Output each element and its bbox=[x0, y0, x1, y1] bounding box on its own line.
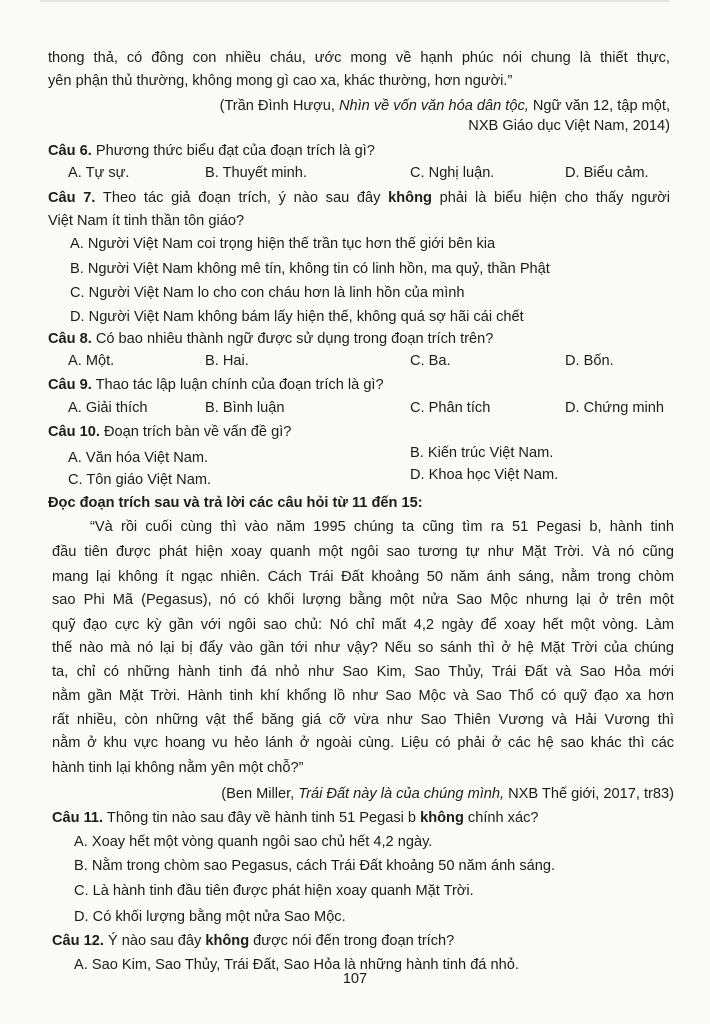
question-text: Theo tác giả đoạn trích, ý nào sau đây bbox=[95, 190, 389, 206]
option-a: A. Một. bbox=[68, 353, 115, 369]
option-b: B. Nằm trong chòm sao Pegasus, cách Trái Đất khoảng 50 năm ánh sáng. bbox=[74, 858, 556, 874]
option-d: D. Chứng minh bbox=[565, 400, 664, 416]
option-a: A. Văn hóa Việt Nam. bbox=[68, 450, 209, 466]
question-text: Thông tin nào sau đây về hành tinh 51 Pegasi b bbox=[103, 810, 421, 826]
question-12 bbox=[52, 930, 674, 952]
option-c: C. Phân tích bbox=[410, 400, 491, 416]
question-text: Ý nào sau đây bbox=[103, 933, 206, 949]
option-a: A. Tự sự. bbox=[68, 165, 130, 181]
passage-line: quỹ đạo cực kỳ gần với ngôi sao chủ: Nó chỉ mất 4,2 ngày để xoay hết một vòng. Làm bbox=[52, 617, 674, 633]
passage-line: thế nào mà nó lại bị đẩy vào gần tới như vậy? Nếu so sánh thì ở hệ Mặt Trời của chúng bbox=[52, 640, 674, 656]
option-d: D. Biểu cảm. bbox=[565, 165, 649, 181]
question-7 bbox=[48, 187, 670, 209]
question-label: Câu 8. bbox=[48, 331, 92, 347]
option-a: A. Giải thích bbox=[68, 400, 148, 416]
question-label: Câu 6. bbox=[48, 143, 92, 159]
question-text: Đoạn trích bàn về vấn đề gì? bbox=[99, 424, 292, 440]
citation bbox=[48, 95, 670, 117]
question-10-options-row1 bbox=[48, 445, 670, 467]
option-b: B. Thuyết minh. bbox=[205, 165, 307, 181]
passage-line: ta, chỉ có những hành tinh đá nhỏ như Sao Kim, Sao Thủy, Trái Đất và Sao Hỏa mới bbox=[52, 664, 674, 680]
question-6 bbox=[48, 140, 670, 162]
question-label: Câu 11. bbox=[52, 810, 104, 826]
citation-text: (Ben Miller, bbox=[221, 786, 299, 802]
option-c: C. Ba. bbox=[410, 353, 451, 369]
option-c: C. Tôn giáo Việt Nam. bbox=[68, 472, 212, 488]
option-b: B. Bình luận bbox=[205, 400, 285, 416]
citation-line2: NXB Giáo dục Việt Nam, 2014) bbox=[468, 118, 670, 134]
citation-title: Nhìn về vốn văn hóa dân tộc, bbox=[338, 98, 529, 114]
page-number: 107 bbox=[342, 971, 368, 987]
question-text: chính xác? bbox=[463, 810, 539, 826]
question-text: phải là biểu hiện cho thấy người bbox=[431, 190, 670, 206]
question-text: Có bao nhiêu thành ngữ được sử dụng trong đoạn trích trên? bbox=[91, 331, 494, 347]
passage-line: rất nhiều, còn những vật thể băng giá cỡ vừa như Sao Thiên Vương và Hải Vương thì bbox=[52, 712, 674, 728]
passage-line: sao Phi Mã (Pegasus), nó có khối lượng bằng một nửa Sao Mộc nhưng lại ở trên một bbox=[52, 592, 674, 608]
passage-line: yên phận thủ thường, không mong gì cao xa, khác thường, hơn người.” bbox=[48, 73, 513, 89]
question-text: được nói đến trong đoạn trích? bbox=[249, 933, 455, 949]
question-10-options-row2 bbox=[48, 467, 670, 489]
emphasis: không bbox=[205, 933, 250, 949]
section-instruction: Đọc đoạn trích sau và trả lời các câu hỏi từ 11 đến 15: bbox=[48, 495, 423, 511]
option-c: C. Là hành tinh đầu tiên được phát hiện xoay quanh Mặt Trời. bbox=[74, 883, 474, 899]
passage-line: nằm gần Mặt Trời. Hành tinh khí khổng lồ như Sao Mộc và Sao Thổ có quỹ đạo xa hơn bbox=[52, 688, 674, 704]
question-label: Câu 12. bbox=[52, 933, 104, 949]
option-b: B. Hai. bbox=[205, 353, 249, 369]
option-d: D. Người Việt Nam không bám lấy hiện thế, không quá sợ hãi cái chết bbox=[70, 309, 524, 325]
question-text: Việt Nam ít tinh thần tôn giáo? bbox=[48, 213, 245, 229]
question-11 bbox=[52, 807, 674, 829]
citation-text: NXB Thế giới, 2017, tr83) bbox=[504, 786, 674, 802]
page-top-edge bbox=[40, 0, 670, 2]
question-text: Thao tác lập luận chính của đoạn trích là gì? bbox=[91, 377, 384, 393]
question-8-options bbox=[48, 350, 670, 372]
question-9-options bbox=[48, 397, 670, 419]
passage-line: hành tinh lại không nằm yên một chỗ?” bbox=[52, 760, 304, 776]
option-b: B. Người Việt Nam không mê tín, không tin có linh hồn, ma quỷ, thần Phật bbox=[70, 261, 550, 277]
citation-title: Trái Đất này là của chúng mình, bbox=[298, 786, 505, 802]
question-9 bbox=[48, 374, 670, 396]
question-6-options bbox=[48, 162, 670, 184]
passage-line: mang lại không ít ngạc nhiên. Cách Trái Đất khoảng 50 năm ánh sáng, nằm trong chòm bbox=[52, 569, 674, 585]
option-a: A. Người Việt Nam coi trọng hiện thế trần tục hơn thế giới bên kia bbox=[70, 236, 496, 252]
passage-line: đầu tiên được phát hiện xoay quanh một ngôi sao tương tự như Mặt Trời. Và nó cũng bbox=[52, 544, 674, 560]
option-c: C. Nghị luận. bbox=[410, 165, 495, 181]
citation bbox=[52, 783, 674, 805]
question-8 bbox=[48, 328, 670, 350]
emphasis: không bbox=[388, 190, 432, 206]
option-a: A. Sao Kim, Sao Thủy, Trái Đất, Sao Hỏa là những hành tinh đá nhỏ. bbox=[74, 957, 519, 973]
question-10 bbox=[48, 421, 670, 443]
question-label: Câu 9. bbox=[48, 377, 92, 393]
question-label: Câu 7. bbox=[48, 190, 96, 206]
question-label: Câu 10. bbox=[48, 424, 100, 440]
passage-line: “Và rồi cuối cùng thì vào năm 1995 chúng ta cũng tìm ra 51 Pegasi b, hành tinh bbox=[90, 519, 674, 535]
option-d: D. Có khối lượng bằng một nửa Sao Mộc. bbox=[74, 909, 346, 925]
option-d: D. Khoa học Việt Nam. bbox=[410, 467, 559, 483]
option-d: D. Bốn. bbox=[565, 353, 614, 369]
citation-text: Ngữ văn 12, tập một, bbox=[528, 98, 670, 114]
emphasis: không bbox=[420, 810, 464, 826]
citation-text: (Trần Đình Hượu, bbox=[219, 98, 339, 114]
option-a: A. Xoay hết một vòng quanh ngôi sao chủ hết 4,2 ngày. bbox=[74, 834, 433, 850]
passage-line: nằm ở khu vực hoang vu hẻo lánh ở ngoài cùng. Liệu có phải ở các hệ sao khác thì các bbox=[52, 735, 674, 751]
option-c: C. Người Việt Nam lo cho con cháu hơn là linh hồn của mình bbox=[70, 285, 465, 301]
question-text: Phương thức biểu đạt của đoạn trích là gì? bbox=[91, 143, 375, 159]
option-b: B. Kiến trúc Việt Nam. bbox=[410, 445, 554, 461]
passage-line: thong thả, có đông con nhiều cháu, ước mong về hạnh phúc nói chung là thiết thực, bbox=[48, 50, 670, 66]
